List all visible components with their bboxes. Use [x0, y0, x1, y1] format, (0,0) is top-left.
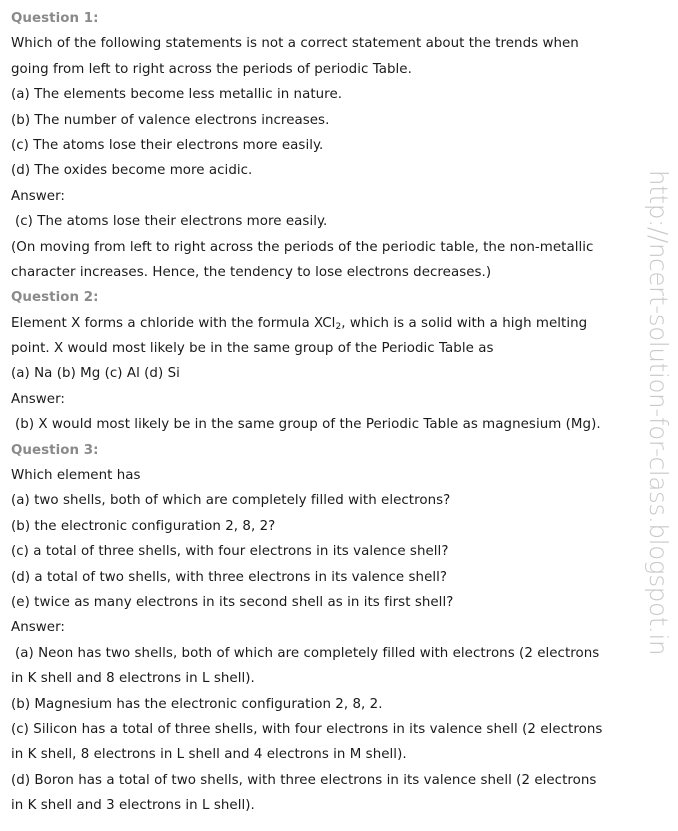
question-3-heading: Question 3: — [11, 442, 99, 458]
document-body — [11, 6, 636, 819]
question-3-answer-c-cont: in K shell, 8 electrons in L shell and 4 electrons in M shell). — [11, 747, 407, 763]
question-1-option-a: (a) The elements become less metallic in nature. — [11, 87, 343, 103]
question-2-options: (a) Na (b) Mg (c) Al (d) Si — [11, 366, 180, 382]
question-2-text-pre: Element X forms a chloride with the formula XCl — [11, 315, 336, 331]
question-2-formula-subscript: 2 — [335, 321, 342, 332]
question-3-answer-a-cont: in K shell and 8 electrons in L shell). — [11, 671, 255, 687]
question-1-explanation: (On moving from left to right across the periods of the periodic table, the non-metallic — [11, 239, 594, 255]
question-1-heading: Question 1: — [11, 11, 99, 26]
question-3-answer-a: (a) Neon has two shells, both of which are completely filled with electrons (2 electrons — [15, 645, 600, 661]
watermark-url: http://ncert-solution-for-class.blogspot.in — [644, 170, 673, 656]
question-3-answer-d: (d) Boron has a total of two shells, with three electrons in its valence shell (2 electrons — [11, 772, 597, 788]
question-1-option-c: (c) The atoms lose their electrons more easily. — [11, 137, 324, 153]
question-2-heading: Question 2: — [11, 290, 99, 306]
question-3-option-c: (c) a total of three shells, with four electrons in its valence shell? — [11, 544, 449, 560]
question-1-answer-label: Answer: — [11, 188, 65, 204]
question-1-answer: (c) The atoms lose their electrons more easily. — [15, 214, 328, 230]
question-3-answer-c: (c) Silicon has a total of three shells, with four electrons in its valence shell (2 electrons — [11, 721, 603, 737]
question-2-text-post: , which is a solid with a high melting — [341, 315, 588, 331]
question-3-option-e: (e) twice as many electrons in its second shell as in its first shell? — [11, 594, 454, 610]
question-1-option-b: (b) The number of valence electrons increases. — [11, 112, 330, 128]
watermark — [644, 170, 673, 662]
question-1-option-d: (d) The oxides become more acidic. — [11, 163, 253, 179]
question-3-option-d: (d) a total of two shells, with three electrons in its valence shell? — [11, 569, 448, 585]
question-2-answer: (b) X would most likely be in the same group of the Periodic Table as magnesium (Mg). — [15, 417, 601, 433]
question-3-answer-b: (b) Magnesium has the electronic configuration 2, 8, 2. — [11, 696, 383, 712]
question-1-explanation-cont: character increases. Hence, the tendency to lose electrons decreases.) — [11, 264, 492, 280]
question-3-option-a: (a) two shells, both of which are completely filled with electrons? — [11, 493, 451, 509]
question-3-text: Which element has — [11, 468, 141, 484]
question-2-text-cont: point. X would most likely be in the same group of the Periodic Table as — [11, 341, 494, 357]
question-3-answer-d-cont: in K shell and 3 electrons in L shell). — [11, 798, 255, 814]
question-3-answer-label: Answer: — [11, 620, 65, 636]
question-1-text-cont: going from left to right across the periods of periodic Table. — [11, 61, 412, 77]
question-3-option-b: (b) the electronic configuration 2, 8, 2? — [11, 518, 276, 534]
question-1-text: Which of the following statements is not a correct statement about the trends when — [11, 36, 579, 52]
question-2-answer-label: Answer: — [11, 391, 65, 407]
question-2-text — [11, 311, 636, 336]
